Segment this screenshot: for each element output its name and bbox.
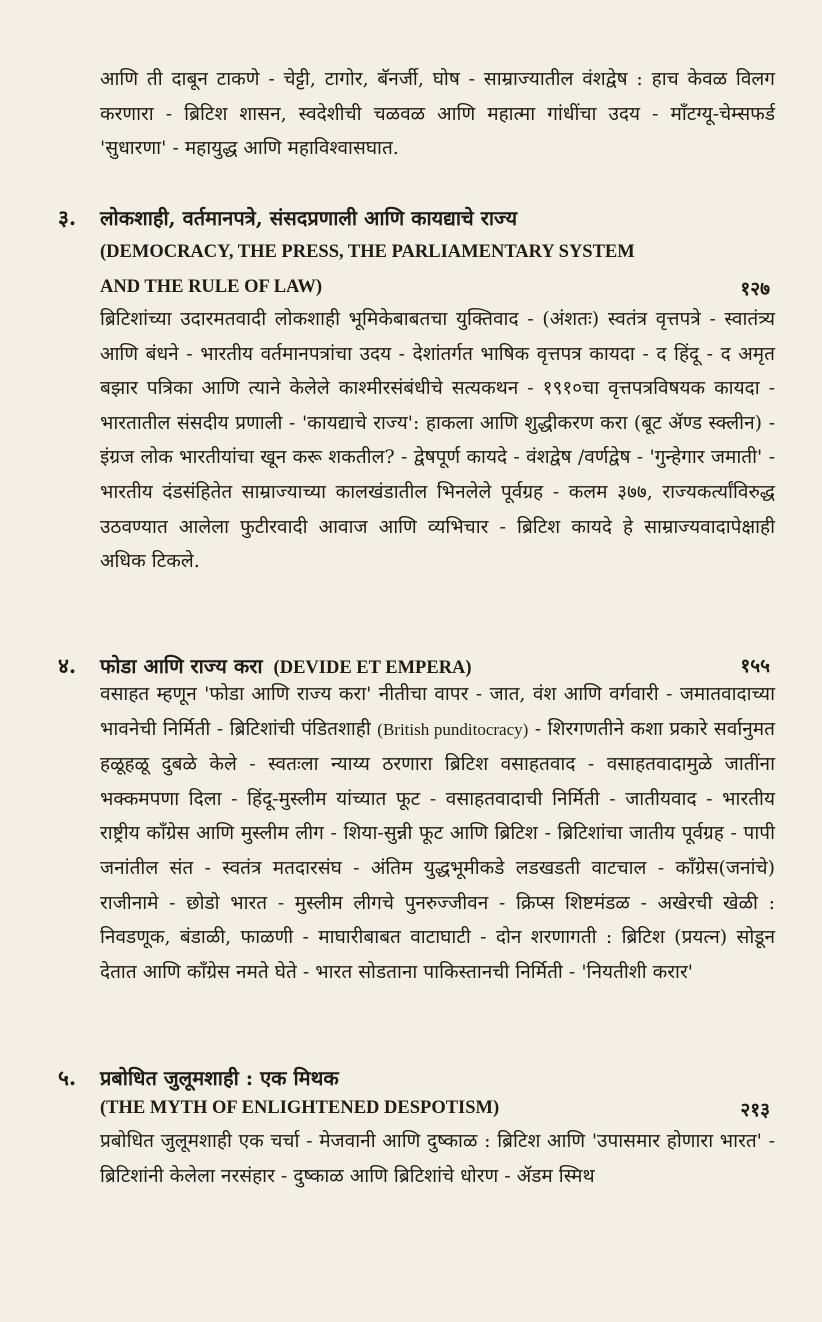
section-3-page-number: १२७ — [740, 278, 770, 300]
section-3-english-title-line1: (DEMOCRACY, THE PRESS, THE PARLIAMENTARY SYSTEM — [100, 242, 635, 262]
section-5-title: प्रबोधित जुलूमशाही : एक मिथक — [100, 1066, 339, 1090]
section-5-body: प्रबोधित जुलूमशाही एक चर्चा - मेजवानी आणि दुष्काळ : ब्रिटिश आणि 'उपासमार होणारा भारत' - ब्रिटिशांनी केलेला नरसंहार - दुष्काळ आणि ब्रिटिशांचे धोरण - ॲडम स्मिथ — [100, 1130, 775, 1187]
section-4-body-english: (British punditocracy) — [377, 719, 529, 739]
section-4-title-row — [100, 652, 472, 679]
section-3-english-title-line2: AND THE RULE OF LAW) — [100, 277, 323, 297]
section-3-title: लोकशाही, वर्तमानपत्रे, संसदप्रणाली आणि कायद्याचे राज्य — [100, 206, 518, 230]
section-5-page-number: २१३ — [740, 1099, 770, 1121]
section-3-number: ३. — [58, 205, 77, 230]
section-4-body-part1: वसाहत म्हणून 'फोडा आणि राज्य करा' नीतीचा वापर - जात, वंश आणि वर्गवारी - जमातवादाच्या भावनेची निर्मिती - ब्रिटिशांची पंडितशाही — [100, 683, 775, 740]
section-4-title: फोडा आणि राज्य करा — [100, 654, 263, 678]
section-5-english-title: (THE MYTH OF ENLIGHTENED DESPOTISM) — [100, 1098, 500, 1118]
section-4-english-title: (DEVIDE ET EMPERA) — [273, 658, 472, 678]
section-4-number: ४. — [58, 653, 77, 678]
section-5-number: ५. — [58, 1065, 77, 1090]
intro-paragraph: आणि ती दाबून टाकणे - चेट्टी, टागोर, बॅनर्जी, घोष - साम्राज्यातील वंशद्वेष : हाच केवळ विलग करणारा - ब्रिटिश शासन, स्वदेशीची चळवळ आणि महात्मा गांधींचा उदय - मॉंटग्यू-चेम्सफर्ड 'सुधारणा' - महायुद्ध आणि महाविश्वासघात. — [100, 68, 775, 160]
section-3-body: ब्रिटिशांच्या उदारमतवादी लोकशाही भूमिकेबाबतचा युक्तिवाद - (अंशतः) स्वतंत्र वृत्तपत्रे - स्वातंत्र्य आणि बंधने - भारतीय वर्तमानपत्रांचा उदय - देशांतर्गत भाषिक वृत्तपत्र कायदा - द हिंदू - द अमृत बझार पत्रिका आणि त्याने केलेले काश्मीरसंबंधीचे सत्यकथन - १९१०चा वृत्तपत्रविषयक कायदा - भारतातील संसदीय प्रणाली - 'कायद्याचे राज्य': हाकला आणि शुद्धीकरण करा (बूट ॲण्ड स्क्लीन) - इंग्रज लोक भारतीयांचा खून करू शकतील? - द्वेषपूर्ण कायदे - वंशद्वेष /वर्णद्वेष - 'गुन्हेगार जमाती' - भारतीय दंडसंहितेत साम्राज्याच्या कालखंडातील भिनलेले पूर्वग्रह - कलम ३७७, राज्यकर्त्यांविरुद्ध उठवण्यात आलेला फुटीरवादी आवाज आणि व्यभिचार - ब्रिटिश कायदे हे साम्राज्यवादापेक्षाही अधिक टिकले. — [100, 308, 775, 573]
section-4-page-number: १५५ — [740, 655, 770, 677]
section-4-body-part2: - शिरगणतीने कशा प्रकारे सर्वानुमत हळूहळू दुबळे केले - स्वतःला न्याय्य ठरणारा ब्रिटिश वसाहतवाद - वसाहतवादामुळे जातींना भक्कमपणा दिला - हिंदू-मुस्लीम यांच्यात फूट - वसाहतवादाची निर्मिती - जातीयवाद - भारतीय राष्ट्रीय काँग्रेस आणि मुस्लीम लीग - शिया-सुन्नी फूट आणि ब्रिटिश - ब्रिटिशांचा जातीय पूर्वग्रह - पापी जनांतील संत - स्वतंत्र मतदारसंघ - अंतिम युद्धभूमीकडे लडखडती वाटचाल - काँग्रेस(जनांचे) राजीनामे - छोडो भारत - मुस्लीम लीगचे पुनरुज्जीवन - क्रिप्स शिष्टमंडळ - अखेरची खेळी : निवडणूक, बंडाळी, फाळणी - माघारीबाबत वाटाघाटी - दोन शरणागती : ब्रिटिश (प्रयत्न) सोडून देतात आणि काँग्रेस नमते घेते - भारत सोडताना पाकिस्तानची निर्मिती - 'नियतीशी करार' — [100, 717, 775, 983]
section-4-body — [100, 677, 775, 989]
